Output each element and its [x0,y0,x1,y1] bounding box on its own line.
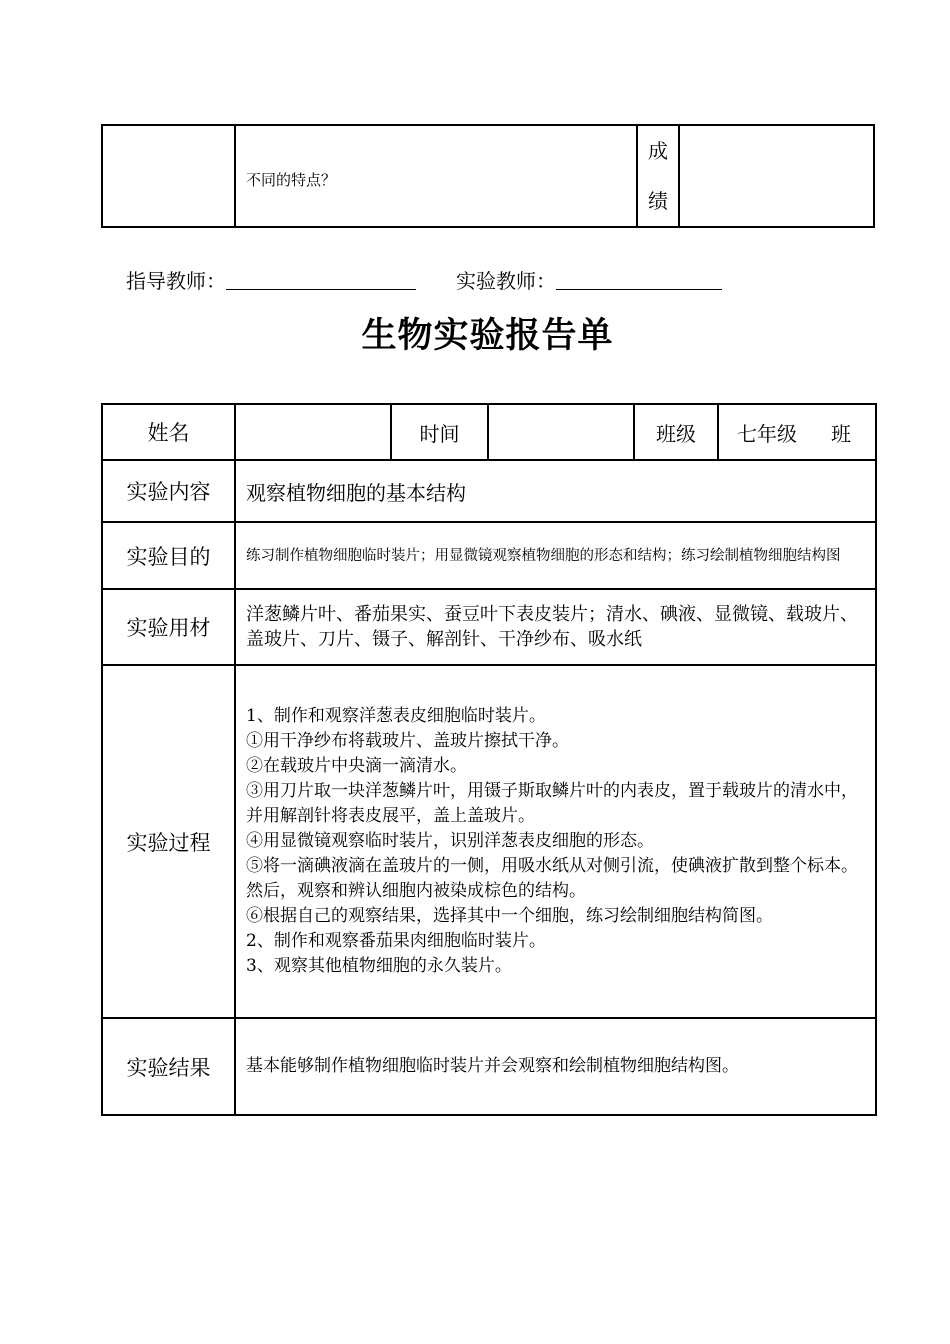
process-label: 实验过程 [102,665,235,1018]
process-step: 2、制作和观察番茄果肉细胞临时装片。 [246,931,546,951]
content-value: 观察植物细胞的基本结构 [235,460,876,522]
guide-teacher-label: 指导教师： [126,269,226,293]
purpose-label: 实验目的 [102,522,235,589]
page-title: 生物实验报告单 [361,315,614,356]
grade-label-char-2: 绩 [648,189,668,213]
process-step: 1、制作和观察洋葱表皮细胞临时装片。 [246,706,546,726]
grade-label-cell [637,125,679,227]
purpose-row [102,522,876,589]
content-row [102,460,876,522]
result-value: 基本能够制作植物细胞临时装片并会观察和绘制植物细胞结构图。 [235,1018,876,1115]
empty-label-cell [102,125,235,227]
content-label: 实验内容 [102,460,235,522]
process-step: ①用干净纱布将载玻片、盖玻片擦拭干净。 [246,731,569,751]
grade-prefix: 七年级 [737,421,797,446]
name-label: 姓名 [102,404,235,460]
lab-teacher-blank[interactable] [556,269,722,290]
process-step: ③用刀片取一块洋葱鳞片叶，用镊子斯取鳞片叶的内表皮，置于载玻片的清水中，并用解剖针将表皮展平，盖上盖玻片。 [246,781,858,826]
materials-value: 洋葱鳞片叶、番茄果实、蚕豆叶下表皮装片；清水、碘液、显微镜、载玻片、盖玻片、刀片、镊子、解剖针、干净纱布、吸水纸 [235,589,876,665]
result-label: 实验结果 [102,1018,235,1115]
lab-teacher-label: 实验教师： [456,269,556,293]
time-value[interactable] [488,404,634,460]
time-label: 时间 [391,404,488,460]
info-row [102,404,876,460]
previous-report-table-tail [101,124,875,228]
report-table [101,403,877,1116]
process-row [102,665,876,1018]
process-step: 3、观察其他植物细胞的永久装片。 [246,956,512,976]
process-step: ⑤将一滴碘液滴在盖玻片的一侧，用吸水纸从对侧引流，使碘液扩散到整个标本。然后，观察和辨认细胞内被染成棕色的结构。 [246,856,858,901]
materials-row [102,589,876,665]
class-label: 班级 [634,404,718,460]
class-suffix: 班 [831,421,851,446]
process-step: ⑥根据自己的观察结果，选择其中一个细胞，练习绘制细胞结构简图。 [246,906,773,926]
grade-label-char-1: 成 [648,139,668,163]
guide-teacher-blank[interactable] [226,269,416,290]
purpose-value: 练习制作植物细胞临时装片；用显微镜观察植物细胞的形态和结构；练习绘制植物细胞结构图 [235,522,876,589]
class-value[interactable] [718,404,876,460]
grade-value-cell[interactable] [679,125,874,227]
process-value [235,665,876,1018]
name-value[interactable] [235,404,391,460]
signature-line [126,265,722,294]
question-tail-cell [235,125,637,227]
question-tail-text: 不同的特点？ [246,170,337,189]
process-step: ②在载玻片中央滴一滴清水。 [246,756,467,776]
result-row [102,1018,876,1115]
process-step: ④用显微镜观察临时装片，识别洋葱表皮细胞的形态。 [246,831,654,851]
materials-label: 实验用材 [102,589,235,665]
